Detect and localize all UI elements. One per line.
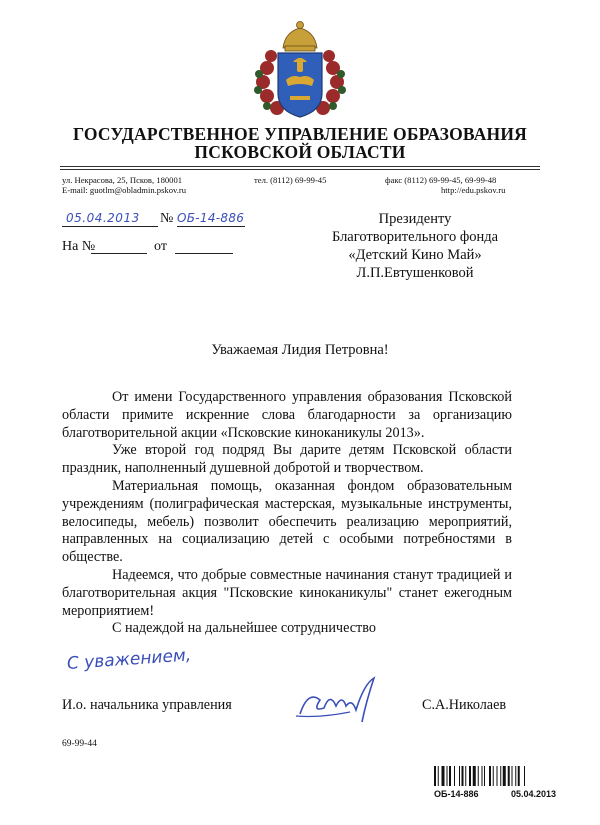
barcode-bar — [512, 766, 513, 786]
barcode-bar — [438, 766, 439, 786]
registration-date: 05.04.2013 — [66, 211, 140, 225]
reference-number-blank — [91, 253, 147, 254]
barcode-bar — [489, 766, 491, 786]
reference-date-blank — [175, 253, 233, 254]
addressee-line4: Л.П.Евтушенковой — [356, 265, 474, 281]
barcode-bar — [478, 766, 479, 786]
addressee-line2: Благотворительного фонда — [331, 229, 499, 245]
barcode-bar — [442, 766, 445, 786]
barcode-bar — [469, 766, 471, 786]
barcode-bar — [449, 766, 451, 786]
barcode-bar — [434, 766, 436, 786]
signatory-position: И.о. начальника управления — [62, 697, 232, 713]
barcode-bar — [524, 766, 525, 786]
barcode-bar — [462, 766, 464, 786]
barcode-bar — [503, 766, 506, 786]
barcode-bar — [473, 766, 476, 786]
organization-title-line2: ПСКОВСКОЙ ОБЛАСТИ — [194, 142, 406, 162]
body-paragraph-5: С надеждой на дальнейшее сотрудничество — [112, 620, 376, 637]
contact-website: http://edu.pskov.ru — [441, 185, 506, 195]
executor-phone: 69-99-44 — [62, 739, 97, 749]
barcode-bar — [515, 766, 516, 786]
document-date: 05.04.2013 — [511, 789, 557, 799]
reference-number-label: На № — [62, 239, 96, 254]
body-paragraph-1: От имени Государственного управления образования Псковской области примите искренние слова благодарности за организацию благотворительной акции «Псковские киноканикулы 2013». — [62, 389, 512, 441]
salutation: Уважаемая Лидия Петровна! — [211, 342, 389, 358]
signatory-name: С.А.Николаев — [422, 697, 507, 713]
contact-address: ул. Некрасова, 25, Псков, 180001 — [62, 175, 183, 185]
registration-date-underline — [62, 226, 158, 227]
coat-of-arms-emblem — [245, 18, 355, 123]
barcode-bar — [465, 766, 466, 786]
barcode-bar — [454, 766, 455, 786]
handwritten-signature — [290, 672, 385, 734]
document-code: ОБ-14-886 — [434, 789, 479, 799]
header-divider-top — [60, 166, 540, 167]
barcode-bar — [493, 766, 494, 786]
contact-telephone: тел. (8112) 69-99-45 — [254, 175, 327, 185]
contact-email: E-mail: guotlm@obladmin.pskov.ru — [62, 185, 187, 195]
barcode-bar — [508, 766, 510, 786]
addressee-line3: «Детский Кино Май» — [348, 247, 482, 263]
letter-body — [62, 389, 512, 638]
organization-title-line1: ГОСУДАРСТВЕННОЕ УПРАВЛЕНИЕ ОБРАЗОВАНИЯ — [72, 124, 527, 144]
barcode-bar — [497, 766, 498, 786]
handwritten-closing: С уважением, — [66, 645, 192, 674]
barcode-bar — [518, 766, 520, 786]
contact-fax: факс (8112) 69-99-45, 69-99-48 — [385, 175, 497, 185]
barcode-bar — [500, 766, 501, 786]
registration-number-label: № — [160, 211, 174, 226]
body-paragraph-3: Материальная помощь, оказанная фондом образовательным учреждениям (полиграфическая мастерская, музыкальные инструменты, велосипеды, мебель) позволит обеспечить реализацию мероприятий, направленных на социализацию детей с особыми потребностями в обществе. — [62, 477, 512, 566]
registration-number: ОБ-14-886 — [177, 211, 245, 225]
registration-number-underline — [177, 226, 245, 227]
addressee-line1: Президенту — [378, 211, 452, 227]
barcode-bar — [484, 766, 485, 786]
barcode-bar — [482, 766, 483, 786]
body-paragraph-4: Надеемся, что добрые совместные начинания станут традицией и благотворительная акция "Псковские киноканикулы" станет ежегодным мероприятием! — [62, 566, 512, 619]
document-barcode — [434, 766, 556, 786]
body-paragraph-2: Уже второй год подряд Вы дарите детям Псковской области праздник, наполненный душевной добротой и творчеством. — [62, 442, 512, 477]
barcode-bar — [459, 766, 460, 786]
reference-date-label: от — [154, 239, 167, 254]
header-divider-bottom — [60, 169, 540, 170]
barcode-bar — [447, 766, 448, 786]
